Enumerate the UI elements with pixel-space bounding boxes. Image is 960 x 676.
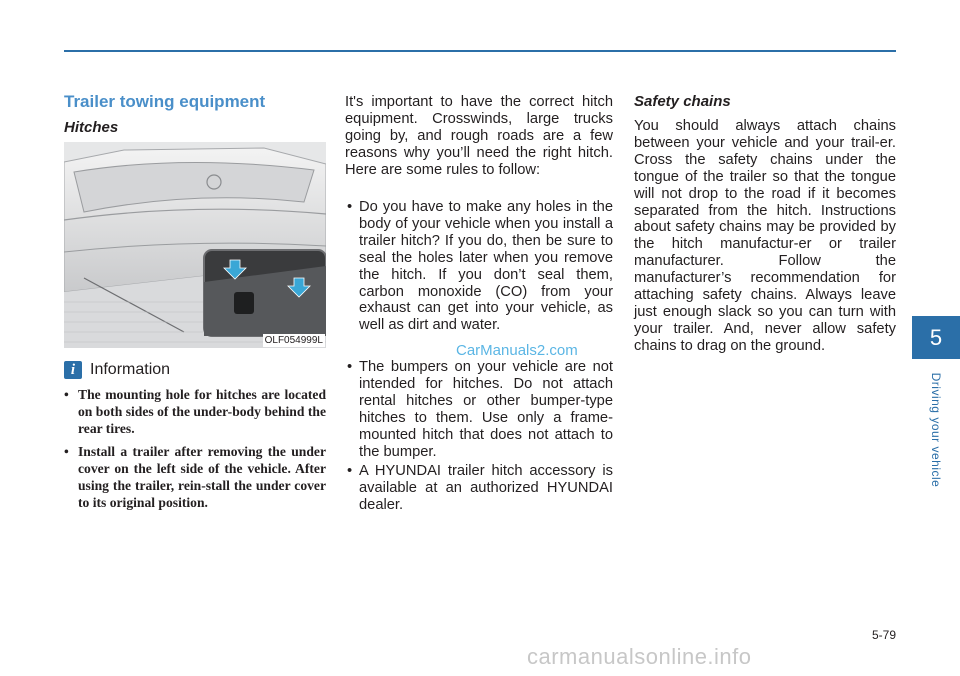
information-item: • The mounting hole for hitches are located on both sides of the under-body behind the rear tires. (64, 386, 326, 437)
information-header (64, 361, 170, 379)
chapter-side-label: Driving your vehicle (929, 372, 943, 488)
information-item: • Install a trailer after removing the under cover on the left side of the vehicle. After using the trailer, rein-stall the under cover to its original position. (64, 443, 326, 511)
hitch-rule-item: • The bumpers on your vehicle are not intended for hitches. Do not attach rental hitches or other bumper-type hitches to them. Use only a frame-mounted hitch that does not attach to the bumper. (345, 359, 613, 460)
page-number: 5-79 (871, 628, 896, 642)
information-title: Information (90, 361, 171, 378)
hitches-heading: Hitches (64, 119, 119, 136)
hitch-figure (64, 142, 326, 348)
information-list (64, 386, 326, 517)
hitch-rule-list (345, 199, 613, 334)
car-rear-illustration (64, 142, 326, 348)
hitch-rule-item: • Do you have to make any holes in the body of your vehicle when you install a trailer hitch? If you do, then be sure to seal the holes later when you remove the hitch. If you don’t seal them, carbon monoxide (CO) from your exhaust can get into your vehicle, as well as dirt and water. (345, 199, 613, 334)
safety-chains-heading: Safety chains (634, 93, 731, 110)
watermark-carmanuals2: CarManuals2.com (456, 342, 578, 359)
section-title: Trailer towing equipment (64, 92, 266, 111)
hitch-intro-paragraph: It's important to have the correct hitch equipment. Crosswinds, large trucks going by, and rough roads are a few reasons why you’ll need the right hitch. Here are some rules to follow: (345, 94, 613, 178)
figure-code: OLF054999L (264, 335, 323, 346)
hitch-rule-list (345, 463, 613, 514)
watermark-carmanualsonline: carmanualsonline.info (527, 644, 752, 669)
safety-chains-paragraph: You should always attach chains between your vehicle and your trail-er. Cross the safety chains under the tongue of the trailer so that the tongue will not drop to the road if it becomes separated from the hitch. Instructions about safety chains may be provided by the hitch manufactur-er or trailer manufacturer. Follow the manufacturer’s recommendation for attaching safety chains. Always leave just enough slack so you can turn with your trailer. And, never allow safety chains to drag on the ground. (634, 118, 896, 354)
top-rule (64, 50, 896, 52)
info-icon: i (64, 361, 82, 379)
hitch-rule-list (345, 359, 613, 460)
hitch-rule-item: • A HYUNDAI trailer hitch accessory is available at an authorized HYUNDAI dealer. (345, 463, 613, 514)
chapter-tab: 5 (912, 316, 960, 359)
